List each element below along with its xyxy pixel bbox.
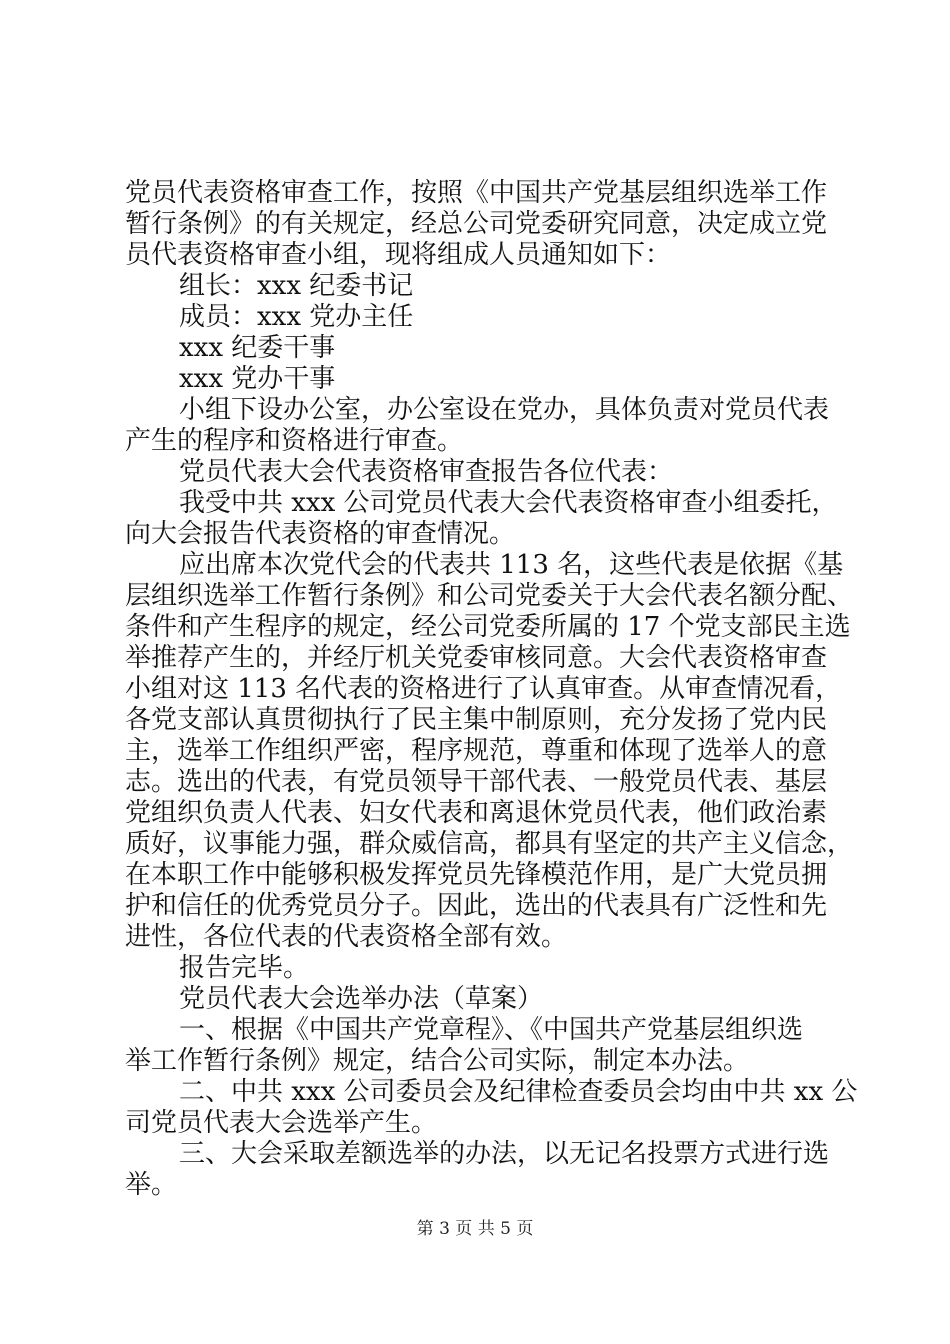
text-line: xxx 党办干事 bbox=[179, 364, 336, 394]
text-line: 组长：xxx 纪委书记 bbox=[179, 271, 414, 301]
text-line: 条件和产生程序的规定，经公司党委所属的 17 个党支部民主选 bbox=[125, 612, 851, 642]
text-line: 主，选举工作组织严密，程序规范，尊重和体现了选举人的意 bbox=[125, 736, 828, 766]
text-line: 各党支部认真贯彻执行了民主集中制原则，充分发扬了党内民 bbox=[125, 705, 828, 735]
text-line: xxx 纪委干事 bbox=[179, 333, 336, 363]
text-line: 成员：xxx 党办主任 bbox=[179, 302, 414, 332]
text-line: 党员代表大会代表资格审查报告各位代表： bbox=[179, 457, 674, 487]
text-line: 我受中共 xxx 公司党员代表大会代表资格审查小组委托， bbox=[179, 488, 838, 518]
text-line: 进性，各位代表的代表资格全部有效。 bbox=[125, 922, 568, 952]
text-line: 在本职工作中能够积极发挥党员先锋模范作用，是广大党员拥 bbox=[125, 860, 828, 890]
text-line: 报告完毕。 bbox=[179, 953, 310, 983]
text-line: 员代表资格审查小组，现将组成人员通知如下： bbox=[125, 240, 672, 270]
text-line: 二、中共 xxx 公司委员会及纪律检查委员会均由中共 xx 公 bbox=[179, 1077, 858, 1107]
text-line: 暂行条例》的有关规定，经总公司党委研究同意，决定成立党 bbox=[125, 209, 828, 239]
text-line: 志。选出的代表，有党员领导干部代表、一般党员代表、基层 bbox=[125, 767, 828, 797]
text-line: 举工作暂行条例》规定，结合公司实际，制定本办法。 bbox=[125, 1046, 750, 1076]
text-line: 党员代表大会选举办法（草案） bbox=[179, 984, 544, 1014]
page-footer: 第 3 页 共 5 页 bbox=[416, 1219, 534, 1239]
text-line: 护和信任的优秀党员分子。因此，选出的代表具有广泛性和先 bbox=[125, 891, 828, 921]
text-line: 小组对这 113 名代表的资格进行了认真审查。从审查情况看， bbox=[125, 674, 842, 704]
text-line: 司党员代表大会选举产生。 bbox=[125, 1108, 438, 1138]
text-line: 三、大会采取差额选举的办法，以无记名投票方式进行选 bbox=[179, 1139, 830, 1169]
text-line: 小组下设办公室，办公室设在党办，具体负责对党员代表 bbox=[179, 395, 830, 425]
text-line: 举推荐产生的，并经厅机关党委审核同意。大会代表资格审查 bbox=[125, 643, 828, 673]
text-line: 向大会报告代表资格的审查情况。 bbox=[125, 519, 516, 549]
text-line: 产生的程序和资格进行审查。 bbox=[125, 426, 464, 456]
text-line: 质好，议事能力强，群众威信高，都具有坚定的共产主义信念， bbox=[125, 829, 854, 859]
text-line: 应出席本次党代会的代表共 113 名，这些代表是依据《基 bbox=[179, 550, 844, 580]
text-line: 举。 bbox=[125, 1170, 178, 1200]
text-line: 一、根据《中国共产党章程》、《中国共产党基层组织选 bbox=[179, 1015, 804, 1045]
text-line: 党员代表资格审查工作，按照《中国共产党基层组织选举工作 bbox=[125, 178, 828, 208]
text-line: 党组织负责人代表、妇女代表和离退休党员代表，他们政治素 bbox=[125, 798, 828, 828]
text-line: 层组织选举工作暂行条例》和公司党委关于大会代表名额分配、 bbox=[125, 581, 854, 611]
